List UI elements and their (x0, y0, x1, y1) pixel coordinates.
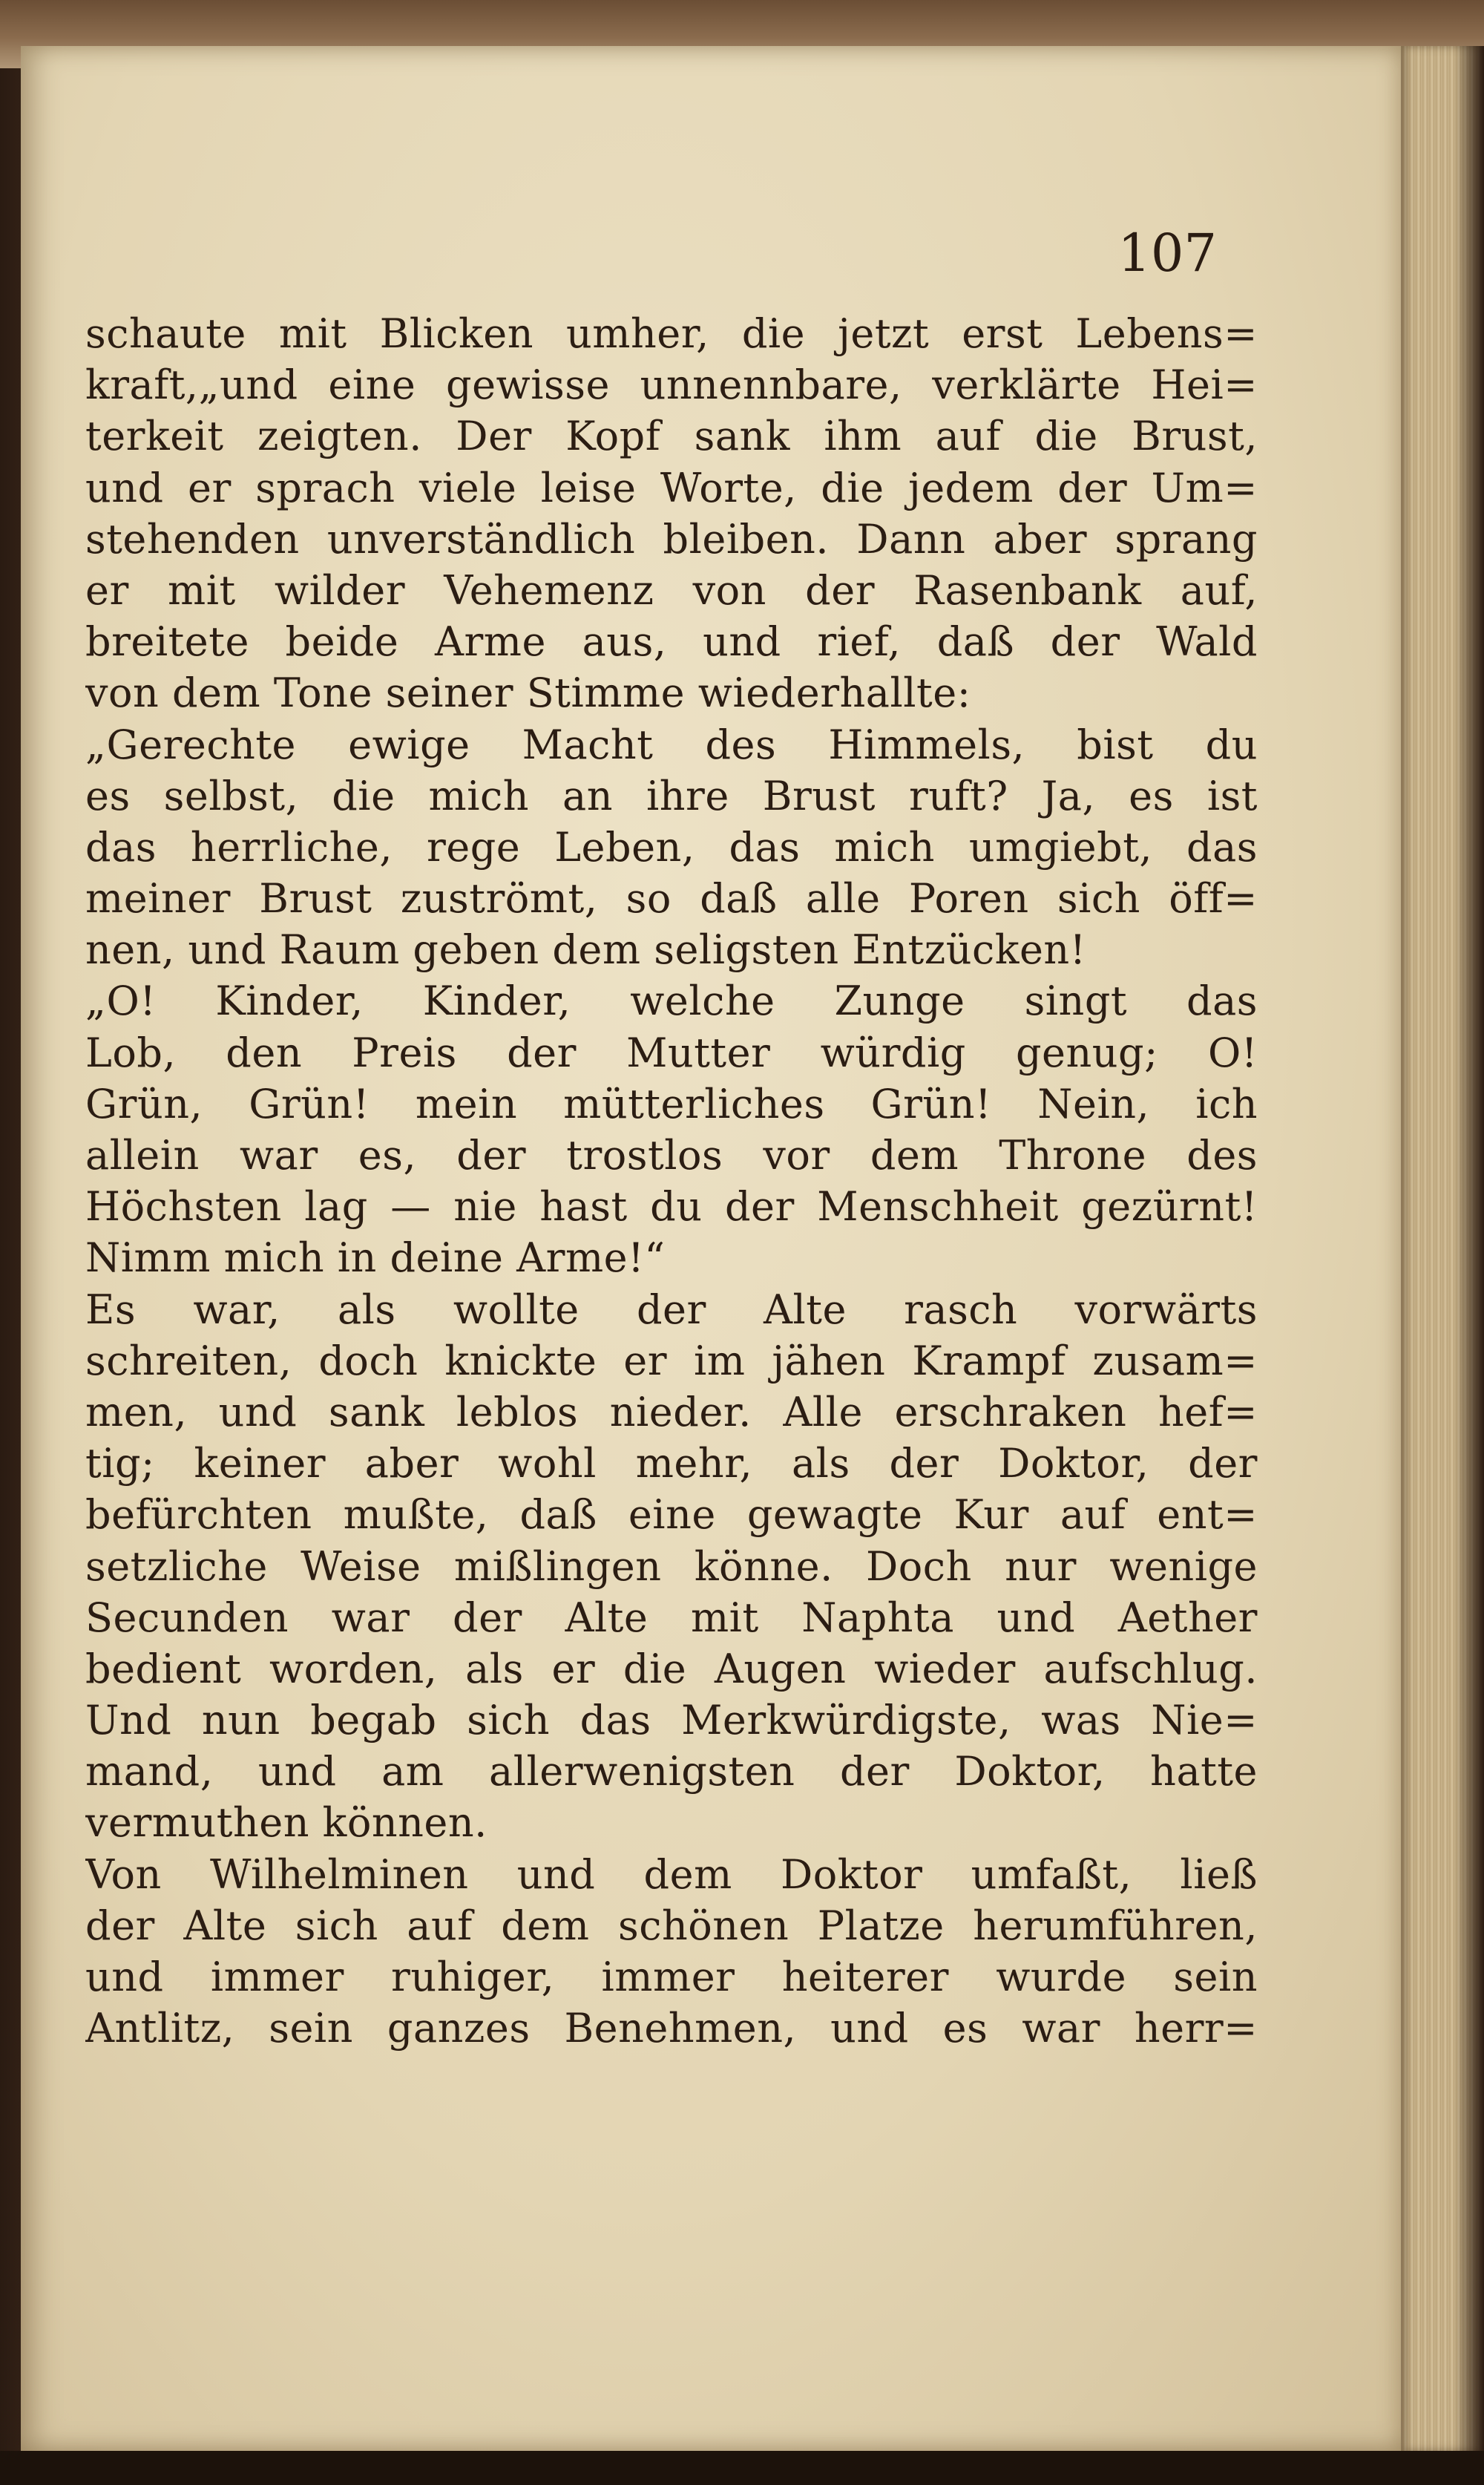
text-line: schaute mit Blicken umher, die jetzt erst Lebens= (85, 310, 1258, 357)
page-number: 107 (1117, 223, 1217, 284)
text-line: „Gerechte ewige Macht des Himmels, bist du (85, 721, 1258, 768)
text-line: Von Wilhelminen und dem Doktor umfaßt, ließ (85, 1850, 1258, 1898)
text-line: Grün, Grün! mein mütterliches Grün! Nein, ich (85, 1080, 1258, 1127)
text-line: Es war, als wollte der Alte rasch vorwärts (85, 1286, 1258, 1333)
text-line: breitete beide Arme aus, und rief, daß der Wald (85, 618, 1258, 666)
text-line: stehenden unverständlich bleiben. Dann aber sprang (85, 515, 1258, 563)
text-line: nen, und Raum geben dem seligsten Entzücken! (85, 926, 1086, 974)
text-line: und immer ruhiger, immer heiterer wurde sein (85, 1954, 1258, 2000)
text-line: schreiten, doch knickte er im jähen Krampf zusam= (85, 1337, 1258, 1384)
text-line: Antlitz, sein ganzes Benehmen, und es war herr= (85, 2005, 1258, 2052)
text-line: von dem Tone seiner Stimme wiederhallte: (85, 669, 971, 717)
text-line: mand, und am allerwenigsten der Doktor, hatte (85, 1748, 1258, 1795)
text-line: es selbst, die mich an ihre Brust ruft? Ja, es ist (85, 772, 1258, 819)
text-line: befürchten mußte, daß eine gewagte Kur auf ent= (85, 1491, 1258, 1539)
text-line: men, und sank leblos nieder. Alle erschraken hef= (85, 1388, 1258, 1435)
book-bottom-edge (0, 2451, 1484, 2485)
text-line: Nimm mich in deine Arme!“ (85, 1234, 666, 1282)
text-line: der Alte sich auf dem schönen Platze herumführen, (85, 1902, 1258, 1949)
text-line: vermuthen können. (85, 1799, 487, 1847)
page-edges (1401, 46, 1484, 2451)
text-line: er mit wilder Vehemenz von der Rasenbank auf, (85, 566, 1258, 614)
text-line: „O! Kinder, Kinder, welche Zunge singt das (85, 978, 1258, 1025)
text-line: bedient worden, als er die Augen wieder aufschlug. (85, 1645, 1258, 1692)
text-line: terkeit zeigten. Der Kopf sank ihm auf die Brust, (85, 413, 1258, 460)
text-line: Und nun begab sich das Merkwürdigste, was Nie= (85, 1697, 1258, 1744)
body-text (85, 308, 1258, 2054)
text-line: kraft,„und eine gewisse unnennbare, verklärte Hei= (85, 361, 1258, 409)
text-line: Secunden war der Alte mit Naphta und Aether (85, 1594, 1258, 1641)
text-line: Höchsten lag — nie hast du der Menschheit gezürnt! (85, 1183, 1258, 1231)
text-line: tig; keiner aber wohl mehr, als der Doktor, der (85, 1440, 1258, 1487)
text-line: und er sprach viele leise Worte, die jedem der Um= (85, 464, 1258, 511)
text-line: Lob, den Preis der Mutter würdig genug; O! (85, 1029, 1258, 1076)
text-line: setzliche Weise mißlingen könne. Doch nur wenige (85, 1542, 1258, 1590)
text-line: das herrliche, rege Leben, das mich umgiebt, das (85, 823, 1258, 871)
text-line: meiner Brust zuströmt, so daß alle Poren sich öff= (85, 875, 1258, 923)
text-line: allein war es, der trostlos vor dem Throne des (85, 1132, 1258, 1179)
